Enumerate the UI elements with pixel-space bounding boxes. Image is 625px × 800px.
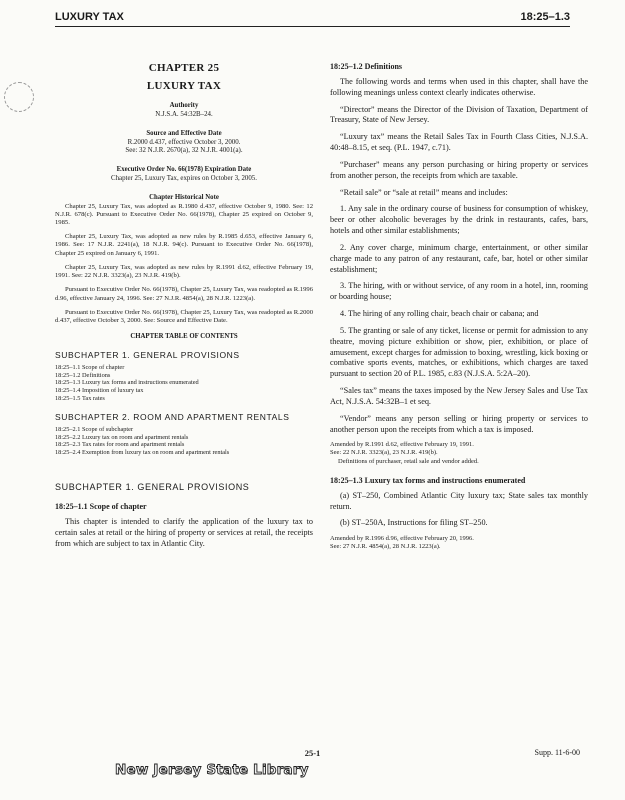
- toc-row: 18:25–1.2 Definitions: [55, 371, 111, 379]
- toc-subchapter-2-list: [55, 426, 229, 456]
- supplement-date: Supp. 11-6-00: [534, 748, 580, 757]
- page-number: 25-1: [304, 748, 321, 758]
- running-header: [55, 10, 570, 27]
- left-column: [55, 62, 313, 556]
- header-title: LUXURY TAX: [55, 11, 124, 23]
- source-line-1: R.2000 d.437, effective October 3, 2000.: [127, 138, 241, 146]
- toc-subchapter-1-list: [55, 364, 199, 402]
- retail-sale-item-1: 1. Any sale in the ordinary course of business for consumption of whiskey, beer or other alcoholic beverages by the drink in restaurants, cafes, bars, hotels and other similar establishments;: [330, 204, 588, 236]
- library-watermark: New Jersey State Library: [115, 762, 309, 778]
- chapter-title: LUXURY TAX: [146, 80, 222, 92]
- section-1-2-heading: 18:25–1.2 Definitions: [330, 62, 402, 71]
- exec-order-heading: Executive Order No. 66(1978) Expiration Date: [116, 165, 252, 173]
- toc-subchapter-2-heading: SUBCHAPTER 2. ROOM AND APARTMENT RENTALS: [55, 412, 290, 423]
- retail-sale-item-2: 2. Any cover charge, minimum charge, entertainment, or other similar charge made to any patron of any restaurant, cafe, bar, hotel or other similar establishment;: [330, 242, 588, 274]
- retail-sale-item-5: 5. The granting or sale of any ticket, license or permit for admission to any theatre, moving picture exhibition or show, pier, exhibition, or place of amusement, except charges for admission to boxing, wrestling, kick boxing or combative sports events, matches, or exhibitions, which charges are taxed pursuant to section 20 of P.L. 1985, c.83 (N.J.S.A. 5:2A–20).: [330, 325, 588, 379]
- definition-retail-sale: “Retail sale” or “sale at retail” means and includes:: [340, 187, 508, 197]
- source-line-2: See: 32 N.J.R. 2670(a), 32 N.J.R. 4001(a).: [125, 147, 243, 155]
- subchapter-1-heading: SUBCHAPTER 1. GENERAL PROVISIONS: [55, 482, 250, 493]
- definition-luxury-tax: “Luxury tax” means the Retail Sales Tax in Fourth Class Cities, N.J.S.A. 40:48–8.15, et seq. (P.L. 1947, c.71).: [330, 132, 588, 153]
- amendment-note-2: Amended by R.1996 d.96, effective February 20, 1996. See: 27 N.J.R. 4854(a), 28 N.J.R. 1223(a).: [330, 535, 474, 551]
- historical-note-paragraph: Chapter 25, Luxury Tax, was adopted as R.1980 d.437, effective October 9, 1980. See: 12 N.J.R. 678(c). Pursuant to Executive Order No. 66(1978), Chapter 25 expired on October 9, 1985.: [55, 202, 313, 226]
- definition-vendor: “Vendor” means any person selling or hiring property or services to another person upon the receipts from which a tax is imposed.: [330, 413, 588, 434]
- historical-note-paragraph: Chapter 25, Luxury Tax, was adopted as new rules by R.1985 d.653, effective January 6, 1986. See: 17 N.J.R. 2241(a), 18 N.J.R. 94(c). Pursuant to Executive Order No. 66(1978), Chapter 25 expired on January 6, 1991.: [55, 233, 313, 257]
- historical-note-paragraph: Pursuant to Executive Order No. 66(1978), Chapter 25, Luxury Tax, was readopted as R.1996 d.96, effective January 24, 1996. See: 27 N.J.R. 4854(a), 28 N.J.R. 1223(a).: [55, 286, 313, 302]
- authority-text: N.J.S.A. 54:32B–24.: [155, 111, 213, 118]
- toc-row: 18:25–1.3 Luxury tax forms and instructions enumerated: [55, 379, 199, 387]
- chapter-front-matter: [55, 62, 313, 201]
- toc-row: 18:25–2.1 Scope of subchapter: [55, 426, 134, 434]
- toc-heading: CHAPTER TABLE OF CONTENTS: [130, 333, 238, 341]
- authority-heading: Authority: [169, 102, 199, 109]
- historical-note-paragraph: Chapter 25, Luxury Tax, was adopted as new rules by R.1991 d.62, effective February 19, 1991. See: 22 N.J.R. 3323(a), 23 N.J.R. 419(b).: [55, 263, 313, 280]
- section-1-1-text: This chapter is intended to clarify the application of the luxury tax to certain sales at retail or the hiring of property or services at retail, the receipts from which are subject to tax in Atlantic City.: [55, 517, 313, 548]
- toc-row: 18:25–1.4 Imposition of luxury tax: [55, 386, 144, 394]
- toc-row: 18:25–2.2 Luxury tax on room and apartment rentals: [55, 433, 189, 441]
- toc-row: 18:25–2.3 Tax rates for room and apartment rentals: [55, 441, 185, 449]
- historical-note-paragraph: Pursuant to Executive Order No. 66(1978), Chapter 25, Luxury Tax, was readopted as R.2000 d.437, effective October 3, 2000. See: Source and Effective Date.: [55, 308, 313, 325]
- toc-row: 18:25–1.1 Scope of chapter: [55, 364, 125, 372]
- source-heading: Source and Effective Date: [146, 129, 222, 137]
- retail-sale-item-4: 4. The hiring of any rolling chair, beach chair or cabana; and: [340, 309, 539, 319]
- right-column: [330, 62, 588, 561]
- section-1-3-heading: 18:25–1.3 Luxury tax forms and instructions enumerated: [330, 475, 526, 485]
- amendment-note-1: Amended by R.1991 d.62, effective February 19, 1991. See: 22 N.J.R. 3323(a), 23 N.J.R. 419(b). Definitions of purchaser, retail sale and vendor added.: [330, 441, 479, 465]
- chapter-number: CHAPTER 25: [148, 62, 220, 74]
- definition-sales-tax: “Sales tax” means the taxes imposed by the New Jersey Sales and Use Tax Act, N.J.S.A. 54:32B–1 et seq.: [330, 386, 588, 406]
- section-1-1-heading: 18:25–1.1 Scope of chapter: [55, 502, 147, 512]
- forms-item-b: (b) ST–250A, Instructions for filing ST–250.: [340, 518, 488, 528]
- toc-row: 18:25–2.4 Exemption from luxury tax on room and apartment rentals: [55, 448, 230, 456]
- toc-row: 18:25–1.5 Tax rates: [55, 394, 105, 402]
- toc-subchapter-1-heading: SUBCHAPTER 1. GENERAL PROVISIONS: [55, 350, 240, 361]
- header-section-number: 18:25–1.3: [520, 11, 570, 23]
- forms-item-a: (a) ST–250, Combined Atlantic City luxury tax; State sales tax monthly return.: [330, 490, 588, 511]
- definitions-intro: The following words and terms when used in this chapter, shall have the following meanings unless context clearly indicates otherwise.: [330, 77, 588, 97]
- exec-order-text: Chapter 25, Luxury Tax, expires on October 3, 2005.: [111, 174, 257, 182]
- definition-director: “Director” means the Director of the Division of Taxation, Department of Treasury, State of New Jersey.: [330, 104, 588, 125]
- historical-note-heading: Chapter Historical Note: [149, 193, 219, 201]
- definition-purchaser: “Purchaser” means any person purchasing or hiring property or services from another person, the receipts from which are taxable.: [330, 159, 588, 180]
- retail-sale-item-3: 3. The hiring, with or without service, of any room in a hotel, inn, rooming or boarding house;: [330, 281, 588, 302]
- punch-hole-mark: [4, 82, 34, 112]
